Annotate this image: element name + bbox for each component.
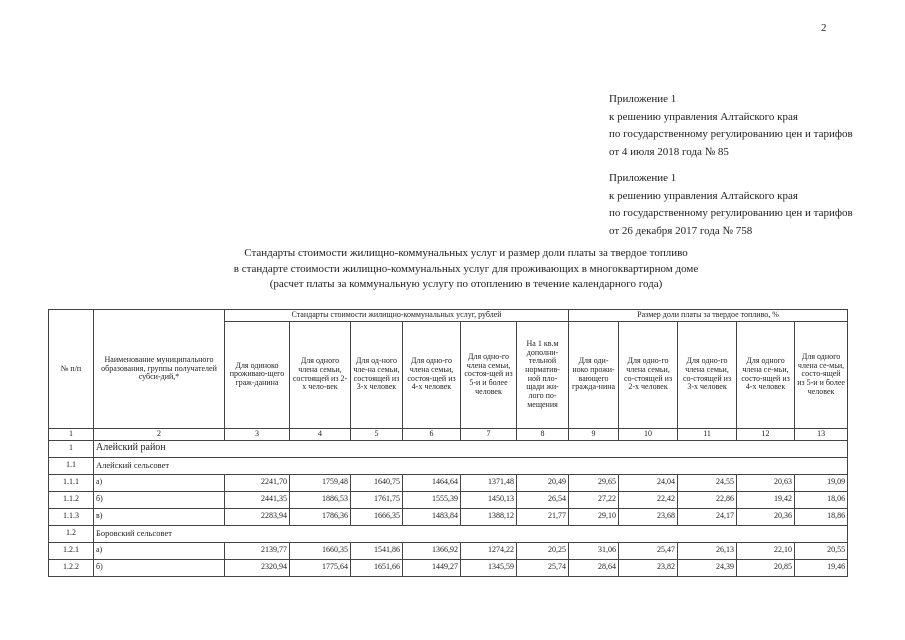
column-number: 4 [290, 428, 351, 440]
table-cell: 1886,53 [290, 491, 351, 508]
header-standard-col: На 1 кв.м дополни-тельной норматив-ной пло-щади жи-лого по-мещения [517, 321, 569, 428]
appendix-line: по государственному регулированию цен и тарифов [609, 128, 853, 140]
table-cell: 1366,92 [403, 542, 461, 559]
settlement-name: Боровский сельсовет [94, 525, 848, 542]
table-cell: 20,63 [737, 474, 795, 491]
table-cell: 1640,75 [351, 474, 403, 491]
column-number: 5 [351, 428, 403, 440]
table-cell: 25,47 [619, 542, 678, 559]
table-cell: 2283,94 [225, 508, 290, 525]
table-cell: 19,09 [795, 474, 848, 491]
table-cell: 1541,86 [351, 542, 403, 559]
district-name: Алейский район [94, 440, 848, 457]
header-name: Наименование муниципального образования, группы получателей субси-дий,* [94, 310, 225, 429]
column-number: 2 [94, 428, 225, 440]
appendix-line: к решению управления Алтайского края [609, 110, 798, 123]
header-share-col: Для одно-го члена семьи, со-стоящей из 3-х человек [678, 321, 737, 428]
row-code: 1.1 [49, 457, 94, 474]
table-cell: 2441,35 [225, 491, 290, 508]
table-cell: 23,68 [619, 508, 678, 525]
table-cell: 20,85 [737, 559, 795, 576]
header-standard-col: Для одиноко проживаю-щего граж-данина [225, 321, 290, 428]
title-line: Стандарты стоимости жилищно-коммунальных услуг и размер доли платы за твердое топливо [244, 247, 688, 259]
table-cell: 18,86 [795, 508, 848, 525]
table-row [49, 542, 848, 559]
table-cell: 27,22 [569, 491, 619, 508]
settlement-name: Алейский сельсовет [94, 457, 848, 474]
table-row [49, 508, 848, 525]
row-code: 1 [49, 440, 94, 457]
recipient-group: в) [94, 508, 225, 525]
table-cell: 29,65 [569, 474, 619, 491]
table-cell: 1651,66 [351, 559, 403, 576]
table-cell: 21,77 [517, 508, 569, 525]
row-code: 1.1.2 [49, 491, 94, 508]
appendix-original-block [609, 170, 853, 240]
title-line: (расчет платы за коммунальную услугу по отоплению в течение календарного года) [269, 278, 663, 290]
table-cell: 22,10 [737, 542, 795, 559]
column-number: 12 [737, 428, 795, 440]
table-cell: 1345,59 [461, 559, 517, 576]
table-cell: 20,36 [737, 508, 795, 525]
table-cell: 24,55 [678, 474, 737, 491]
table-cell: 1555,39 [403, 491, 461, 508]
column-number: 10 [619, 428, 678, 440]
column-number: 1 [49, 428, 94, 440]
table-cell: 1761,75 [351, 491, 403, 508]
table-cell: 2320,94 [225, 559, 290, 576]
table-cell: 1464,64 [403, 474, 461, 491]
table-cell: 20,49 [517, 474, 569, 491]
row-code: 1.1.3 [49, 508, 94, 525]
settlement-row [49, 457, 848, 474]
page-number: 2 [821, 22, 827, 34]
table-cell: 23,82 [619, 559, 678, 576]
table-cell: 25,74 [517, 559, 569, 576]
table-cell: 1775,64 [290, 559, 351, 576]
table-row [49, 491, 848, 508]
table-cell: 2139,77 [225, 542, 290, 559]
header-share-col: Для одного члена се-мьи, состо-ящей из 4-х человек [737, 321, 795, 428]
table-cell: 1388,12 [461, 508, 517, 525]
table-cell: 29,10 [569, 508, 619, 525]
column-number: 3 [225, 428, 290, 440]
appendix-line: по государственному регулированию цен и тарифов [609, 207, 853, 219]
header-row-number: № п/п [49, 310, 94, 429]
table-cell: 28,64 [569, 559, 619, 576]
table-cell: 24,39 [678, 559, 737, 576]
table-cell: 20,55 [795, 542, 848, 559]
header-group-standards: Стандарты стоимости жилищно-коммунальных услуг, рублей [225, 310, 569, 322]
recipient-group: а) [94, 542, 225, 559]
table-cell: 19,42 [737, 491, 795, 508]
header-share-col: Для одно-го члена семьи, со-стоящей из 2-х человек [619, 321, 678, 428]
column-number: 7 [461, 428, 517, 440]
table-cell: 1660,35 [290, 542, 351, 559]
table-cell: 1449,27 [403, 559, 461, 576]
table-cell: 1274,22 [461, 542, 517, 559]
recipient-group: б) [94, 491, 225, 508]
table-cell: 20,25 [517, 542, 569, 559]
appendix-line: Приложение 1 [609, 172, 677, 184]
standards-table [48, 309, 848, 577]
table-cell: 1759,48 [290, 474, 351, 491]
appendix-line: к решению управления Алтайского края [609, 189, 798, 202]
table-cell: 24,17 [678, 508, 737, 525]
header-group-fuel-share: Размер доли платы за твердое топливо, % [569, 310, 848, 322]
header-standard-col: Для одно-го члена семьи, состоя-щей из 5-и и более человек [461, 321, 517, 428]
recipient-group: а) [94, 474, 225, 491]
column-number: 6 [403, 428, 461, 440]
appendix-line: от 26 декабря 2017 года № 758 [609, 224, 753, 237]
appendix-line: Приложение 1 [609, 93, 677, 105]
row-code: 1.2 [49, 525, 94, 542]
title-line: в стандарте стоимости жилищно-коммунальных услуг для проживающих в многоквартирном доме [233, 262, 699, 275]
header-standard-col: Для од-ного чле-на семьи, состоящей из 3-х человек [351, 321, 403, 428]
table-row [49, 559, 848, 576]
recipient-group: б) [94, 559, 225, 576]
table-cell: 24,04 [619, 474, 678, 491]
table-cell: 1371,48 [461, 474, 517, 491]
column-number: 8 [517, 428, 569, 440]
header-standard-col: Для одно-го члена семьи, состоя-щей из 4-х человек [403, 321, 461, 428]
table-cell: 2241,70 [225, 474, 290, 491]
header-standard-col: Для одного члена семьи, состоящей из 2-х чело-век [290, 321, 351, 428]
table-cell: 1483,84 [403, 508, 461, 525]
table-cell: 31,06 [569, 542, 619, 559]
table-row [49, 474, 848, 491]
table-cell: 1450,13 [461, 491, 517, 508]
header-share-col: Для одного члена се-мьи, состо-ящей из 5-и и более человек [795, 321, 848, 428]
settlement-row [49, 525, 848, 542]
appendix-line: от 4 июля 2018 года № 85 [609, 145, 729, 158]
appendix-current-block [609, 91, 853, 161]
district-row [49, 440, 848, 457]
table-cell: 19,46 [795, 559, 848, 576]
header-share-col: Для оди-ноко прожи-вающего гражда-нина [569, 321, 619, 428]
table-cell: 22,86 [678, 491, 737, 508]
table-cell: 1666,35 [351, 508, 403, 525]
row-code: 1.2.2 [49, 559, 94, 576]
column-number: 11 [678, 428, 737, 440]
table-cell: 26,13 [678, 542, 737, 559]
document-title [180, 246, 752, 293]
table-cell: 18,06 [795, 491, 848, 508]
row-code: 1.2.1 [49, 542, 94, 559]
table-cell: 26,54 [517, 491, 569, 508]
row-code: 1.1.1 [49, 474, 94, 491]
table-cell: 1786,36 [290, 508, 351, 525]
table-cell: 22,42 [619, 491, 678, 508]
column-number: 13 [795, 428, 848, 440]
column-number: 9 [569, 428, 619, 440]
